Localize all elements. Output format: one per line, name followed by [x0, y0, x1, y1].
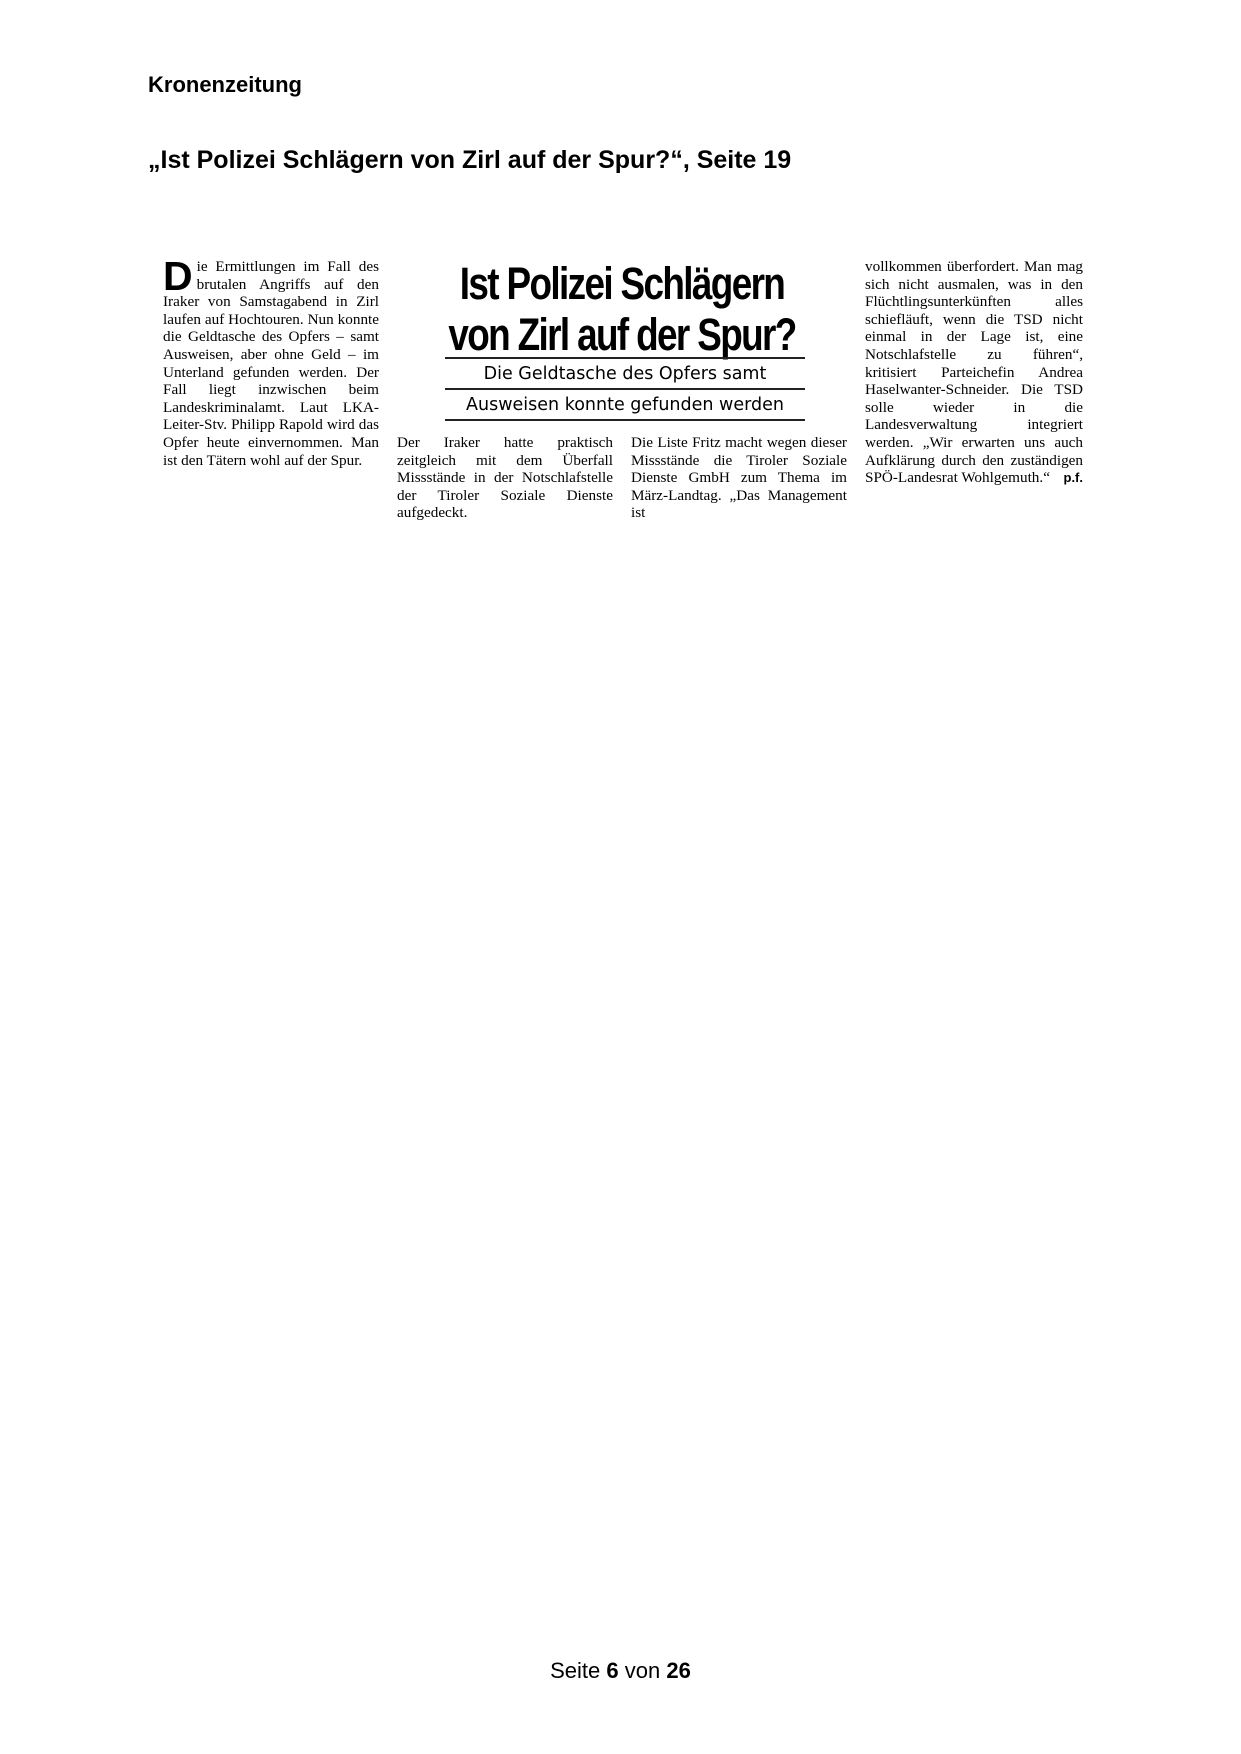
article-column-4	[865, 258, 1083, 487]
drop-cap: D	[163, 253, 193, 299]
subheadline-line-1: Die Geldtasche des Opfers samt	[445, 357, 805, 387]
footer-prefix: Seite	[550, 1658, 601, 1683]
total-page-count: 26	[666, 1658, 691, 1683]
current-page-number: 6	[606, 1658, 619, 1683]
article-column-1	[163, 253, 379, 469]
subheadline-line-2: Ausweisen konnte gefunden werden	[445, 388, 805, 421]
article-column-3: Die Liste Fritz macht wegen dieser Missstände die Tiroler Soziale Dienste GmbH zum Thema im März-Landtag. „Das Management ist	[631, 434, 847, 522]
page-footer	[0, 1658, 1241, 1684]
article-headline	[438, 258, 807, 360]
footer-middle: von	[624, 1658, 661, 1683]
article-column-2: Der Iraker hatte praktisch zeitgleich mit dem Überfall Missstände in der Notschlafstelle der Tiroler Soziale Dienste aufgedeckt.	[397, 434, 613, 522]
headline-line-2: von Zirl auf der Spur?	[448, 309, 796, 360]
article-text-col1: ie Ermittlungen im Fall des brutalen Angriffs auf den Iraker von Samstagabend in Zirl laufen auf Hochtouren. Nun konnte die Geldtasche des Opfers – samt Ausweisen, aber ohne Geld – im Unterland gefunden werden. Der Fall liegt inzwischen beim Landeskriminalamt. Laut LKA-Leiter-Stv. Philipp Rapold wird das Opfer heute einvernommen. Man ist den Tätern wohl auf der Spur.	[163, 258, 379, 469]
headline-line-1: Ist Polizei Schlägern	[459, 258, 785, 309]
author-byline: p.f.	[1063, 470, 1083, 486]
publication-name: Kronenzeitung	[148, 72, 302, 97]
article-clipping	[163, 253, 1083, 524]
document-title: „Ist Polizei Schlägern von Zirl auf der Spur?“, Seite 19	[148, 146, 792, 174]
article-text-col4: vollkommen überfordert. Man mag sich nicht ausmalen, was in den Flüchtlingsunterkünften alles schiefläuft, wenn die TSD nicht einmal in der Lage ist, eine Notschlafstelle zu führen“, kritisiert Parteichefin Andrea Haselwanter-Schneider. Die TSD solle wieder in die Landesverwaltung integriert werden. „Wir erwarten uns auch Aufklärung durch den zuständigen SPÖ-Landesrat Wohlgemuth.“	[865, 258, 1083, 487]
